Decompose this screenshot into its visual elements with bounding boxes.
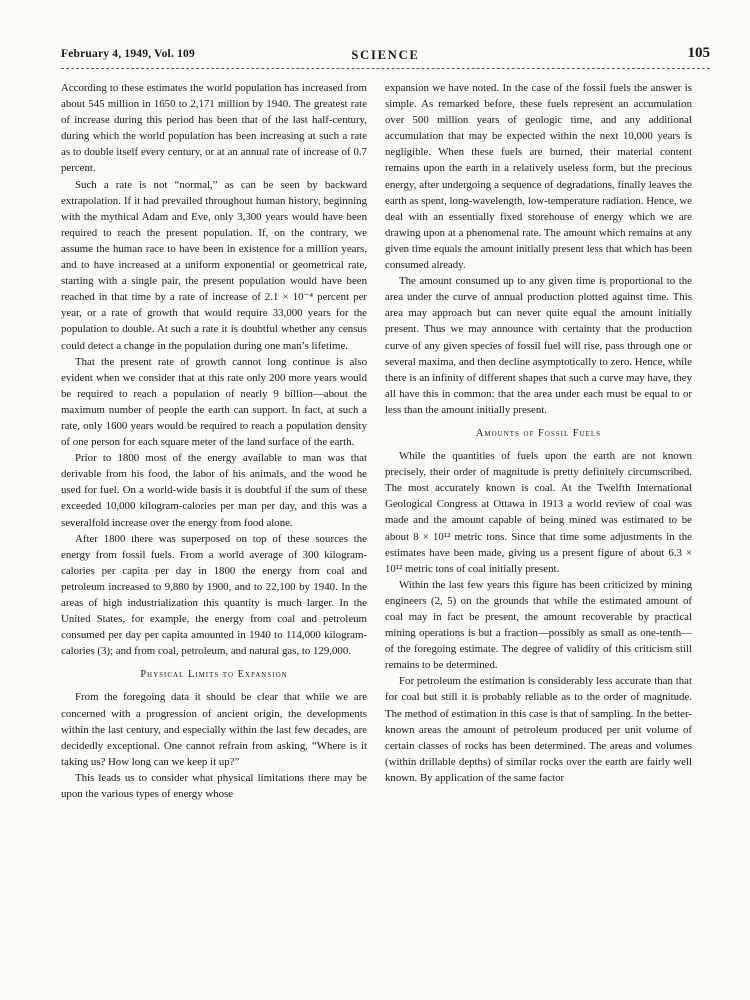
section-heading: Amounts of Fossil Fuels	[475, 427, 602, 439]
paragraph: Prior to 1800 most of the energy available to man was that derivable from his food, the labor of his animals, and the wood he used for fuel. On a world-wide basis it is doubtful if the sum of these exceeded 10,000 kilogram-calories per man per day, and this was a severalfold increase over the energy from food alone.	[61, 452, 367, 529]
paragraph: Within the last few years this figure has been criticized by mining engineers (2, 5) on the grounds that while the estimated amount of coal may in fact be present, the amount recoverable by practical mining operations is but a fraction—possibly as small as one-tenth—of the foregoing estimate. The degree of validity of this criticism still remains to be determined.	[385, 578, 692, 672]
section-heading: Physical Limits to Expansion	[140, 669, 288, 681]
right-column	[385, 80, 692, 786]
paragraph: This leads us to consider what physical limitations there may be upon the various types of energy whose	[61, 771, 367, 801]
page-header	[61, 47, 710, 69]
paragraph: From the foregoing data it should be clear that while we are concerned with a progression of ancient origin, the developments within the last century, and especially within the last few decades, are decidedly exceptional. One cannot refrain from asking, “Where is it taking us? How long can we keep it up?”	[61, 691, 367, 768]
left-column	[61, 80, 367, 802]
paragraph: Such a rate is not “normal,” as can be seen by backward extrapolation. If it had prevailed throughout human history, beginning with the mythical Adam and Eve, only 3,300 years would have been required to reach the present population. If, on the contrary, we assume the human race to have been in existence for a million years, and to have increased at a uniform exponential or geometrical rate, starting with a single pair, the present population would have been reached in that time by a rate of increase of 2.1 × 10⁻⁴ percent per year, or a rate of growth that would require 33,000 years for the population to double. At such a rate it is doubtful whether any census could detect a change in the population during one man’s lifetime.	[61, 178, 367, 352]
paragraph: After 1800 there was superposed on top of these sources the energy from fossil fuels. From a world average of 300 kilogram-calories per capita per day in 1800 the energy from coal and petroleum increased to 9,880 by 1900, and to 22,100 by 1940. In the areas of high industrialization this quantity is much larger. In the United States, for example, the energy from coal and petroleum consumed per day per capita amounted in 1940 to 114,000 kilogram-calories (3); and from coal, petroleum, and natural gas, to 129,000.	[61, 532, 367, 658]
paragraph: That the present rate of growth cannot long continue is also evident when we consider that at this rate only 200 more years would be required to reach a population of nearly 9 billion—about the maximum number of people the earth can support. In fact, at such a rate, only 1600 years would be required to reach a population density of one person for each square meter of the land surface of the earth.	[61, 355, 367, 449]
paragraph: According to these estimates the world population has increased from about 545 million in 1650 to 2,171 million by 1940. The greatest rate of increase during this period has been that of the last half-century, during which the world population has been increasing at such a rate as to double itself every century, or at an annual rate of increase of 0.7 percent.	[61, 82, 367, 175]
page-number: 105	[687, 45, 710, 61]
paragraph: For petroleum the estimation is considerably less accurate than that for coal but still it is probably reliable as to the order of magnitude. The method of estimation in this case is that of sampling. In the better-known areas the amount of petroleum produced per unit volume of certain classes of rocks has been determined. The areas and volumes (within drillable depths) of similar rocks over the earth are fairly well known. By application of the same factor	[385, 675, 692, 784]
header-rule	[61, 68, 710, 69]
paragraph: While the quantities of fuels upon the earth are not known precisely, their order of magnitude is pretty definitely circumscribed. The most accurately known is coal. At the Twelfth International Geological Congress at Ottawa in 1913 a world review of coal was made and the amount capable of being mined was estimated to be about 8 × 10¹² metric tons. Since that time some adjustments in the estimates have been made, giving us a present figure of about 6.3 × 10¹² metric tons of coal initially present.	[385, 450, 692, 575]
paragraph: expansion we have noted. In the case of the fossil fuels the answer is simple. As remarked before, these fuels represent an accumulation over 500 million years of geologic time, and any additional accumulation that may be expected within the next 10,000 years is negligible. When these fuels are burned, their material content remains upon the earth in a relatively useless form, but the precious energy, after undergoing a sequence of degradations, finally leaves the earth as spent, long-wavelength, low-temperature radiation. Hence, we deal with an essentially fixed storehouse of energy which we are drawing upon at a phenomenal rate. The amount which remains at any given time equals the amount initially present less that which has been consumed already.	[385, 82, 692, 272]
journal-title: SCIENCE	[351, 48, 420, 62]
paragraph: The amount consumed up to any given time is proportional to the area under the curve of annual production plotted against time. This area may approach but can never quite equal the amount initially present. Thus we may announce with certainty that the production curve of any given species of fossil fuel will rise, pass through one or several maxima, and then decline asymptotically to zero. Hence, while there is an infinity of different shapes that such a curve may have, they all have this in common: that the area under each must be equal to or less than the amount initially present.	[385, 275, 692, 416]
issue-date-volume: February 4, 1949, Vol. 109	[61, 48, 195, 60]
